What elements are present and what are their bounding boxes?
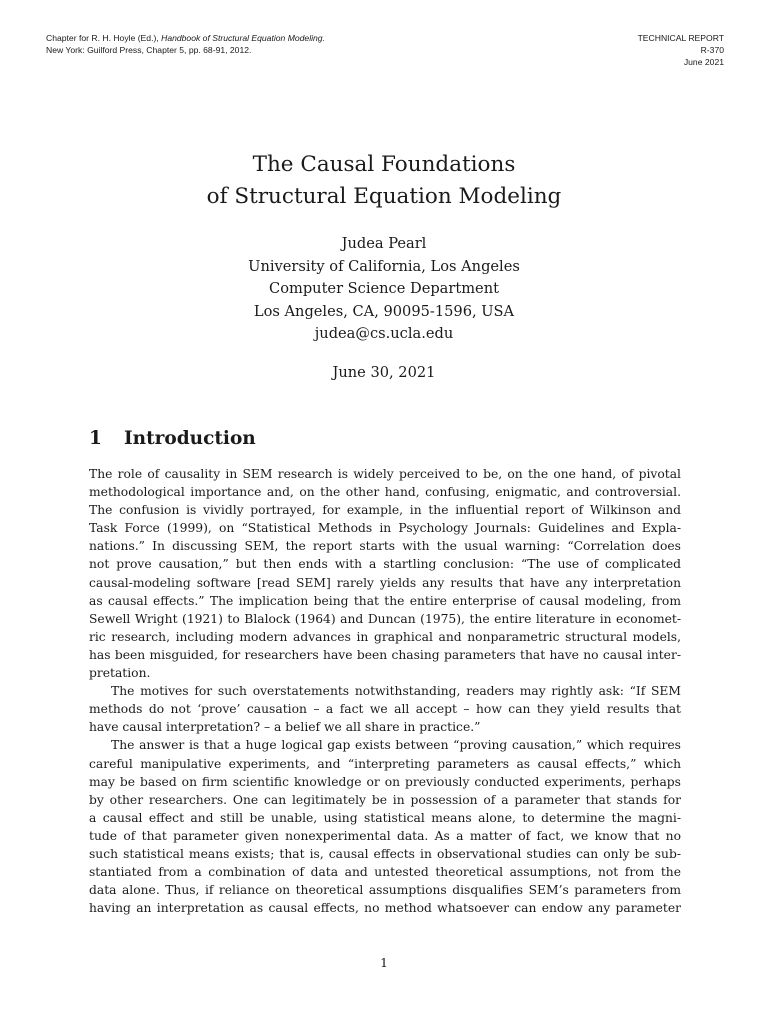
section-number: 1 [89, 428, 102, 449]
paper-date: June 30, 2021 [332, 364, 436, 381]
text-line: Task Force (1999), on “Statistical Methods in Psychology Journals: Guidelines and Expla- [89, 521, 681, 536]
author-name: Judea Pearl [341, 235, 427, 252]
citation-line-2: New York: Guilford Press, Chapter 5, pp. 68-91, 2012. [46, 45, 252, 56]
author-address: Los Angeles, CA, 90095-1596, USA [253, 302, 515, 320]
author-block [0, 233, 768, 346]
text-line: The role of causality in SEM research is widely perceived to be, on the one hand, of pivotal [89, 467, 681, 481]
text-line: causal-modeling software [read SEM] rarely yields any results that have any interpretation [89, 575, 681, 590]
text-line: The confusion is vividly portrayed, for example, in the influential report of Wilkinson and [89, 503, 681, 518]
text-line: The motives for such overstatements notwithstanding, readers may rightly ask: “If SEM [111, 684, 681, 699]
report-header [638, 32, 724, 69]
paragraph [89, 465, 681, 682]
report-type: TECHNICAL REPORT [637, 33, 724, 43]
text-line: a causal effect and still be unable, using statistical means alone, to determine the magni- [89, 810, 681, 825]
text-line: by other researchers. One can legitimately be in possession of a parameter that stands for [89, 792, 681, 807]
paper-title [0, 149, 768, 213]
paragraph [89, 736, 681, 917]
text-line: stantiated from a combination of data and untested theoretical assumptions, not from the [89, 865, 681, 880]
text-line: have causal interpretation? – a belief we all share in practice.” [89, 720, 481, 735]
text-line: Sewell Wright (1921) to Blalock (1964) and Duncan (1975), the entire literature in economet- [89, 611, 681, 626]
text-line: as causal effects.” The implication being that the entire enterprise of causal modeling, from [89, 593, 681, 608]
title-line-1: The Causal Foundations [252, 152, 516, 177]
report-date: June 2021 [683, 57, 724, 68]
paragraph [89, 682, 681, 736]
author-email: judea@cs.ucla.edu [314, 325, 454, 343]
text-line: methodological importance and, on the other hand, confusing, enigmatic, and controversial. [89, 485, 681, 500]
text-line: The answer is that a huge logical gap exists between “proving causation,” which requires [111, 738, 681, 753]
text-line: data alone. Thus, if reliance on theoretical assumptions disqualifies SEM’s parameters from [89, 883, 681, 898]
citation-header [46, 32, 325, 56]
body-text [89, 465, 681, 917]
citation-book-title: Handbook of Structural Equation Modeling. [161, 33, 325, 43]
section-title: Introduction [124, 428, 256, 449]
text-line: nations.” In discussing SEM, the report starts with the usual warning: “Correlation does [89, 539, 681, 554]
text-line: such statistical means exists; that is, causal effects in observational studies can only be sub- [89, 846, 681, 861]
text-line: ric research, including modern advances in graphical and nonparametric structural models, [89, 629, 681, 644]
text-line: pretation. [89, 666, 151, 681]
text-line: methods do not ‘prove’ causation – a fact we all accept – how can they yield results that [89, 702, 681, 717]
author-affiliation: University of California, Los Angeles [248, 257, 520, 275]
citation-line-1 [46, 32, 325, 44]
title-line-2: of Structural Equation Modeling [206, 184, 562, 209]
report-number: R-370 [700, 45, 724, 56]
text-line: not prove causation,” but then ends with a startling conclusion: “The use of complicated [89, 557, 681, 572]
text-line: having an interpretation as causal effects, no method whatsoever can endow any parameter [89, 901, 681, 916]
page-number: 1 [380, 956, 388, 970]
text-line: may be based on firm scientific knowledge or on previously conducted experiments, perhaps [89, 774, 681, 789]
section-heading [89, 425, 256, 453]
citation-prefix: Chapter for R. H. Hoyle (Ed.), [46, 33, 162, 43]
text-line: tude of that parameter given nonexperimental data. As a matter of fact, we know that no [89, 828, 681, 843]
author-department: Computer Science Department [269, 280, 499, 298]
text-line: careful manipulative experiments, and “interpreting parameters as causal effects,” which [89, 756, 681, 771]
text-line: has been misguided, for researchers have been chasing parameters that have no causal inter- [89, 647, 681, 662]
